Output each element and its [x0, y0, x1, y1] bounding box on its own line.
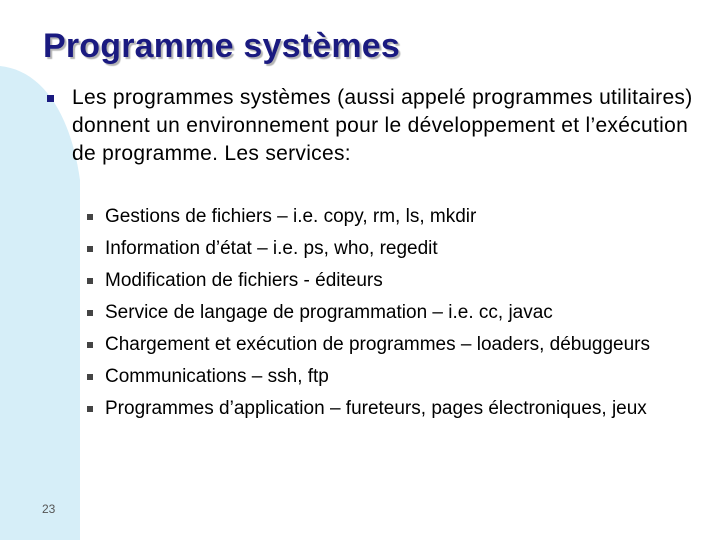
list-item-text: Chargement et exécution de programmes – loaders, débuggeurs	[105, 334, 650, 355]
list-item-text: Modification de fichiers - éditeurs	[105, 270, 383, 291]
square-bullet-icon	[87, 278, 93, 284]
square-bullet-icon	[87, 310, 93, 316]
square-bullet-icon	[87, 374, 93, 380]
square-bullet-icon	[87, 214, 93, 220]
slide-title: Programme systèmes	[43, 27, 401, 65]
list-item	[87, 297, 687, 329]
list-item-text: Information d’état – i.e. ps, who, regedit	[105, 238, 438, 259]
square-bullet-icon	[87, 342, 93, 348]
square-bullet-icon	[87, 406, 93, 412]
list-item	[87, 329, 687, 361]
list-item	[87, 233, 687, 265]
services-list	[87, 201, 687, 425]
page-number: 23	[42, 502, 56, 516]
list-item	[87, 393, 687, 425]
list-item	[87, 361, 687, 393]
list-item-text: Communications – ssh, ftp	[105, 366, 329, 387]
list-item-text: Gestions de fichiers – i.e. copy, rm, ls, mkdir	[105, 206, 477, 227]
list-item-text: Programmes d’application – fureteurs, pages électroniques, jeux	[105, 398, 647, 419]
square-bullet-icon	[87, 246, 93, 252]
list-item	[87, 201, 687, 233]
list-item-text: Service de langage de programmation – i.e. cc, javac	[105, 302, 553, 323]
main-bullet-text: Les programmes systèmes (aussi appelé programmes utilitaires) donnent un environnement pour le développement et l’exécution de programme. Les services:	[72, 86, 693, 165]
main-bullet	[45, 84, 695, 168]
square-bullet-icon	[47, 95, 54, 102]
list-item	[87, 265, 687, 297]
